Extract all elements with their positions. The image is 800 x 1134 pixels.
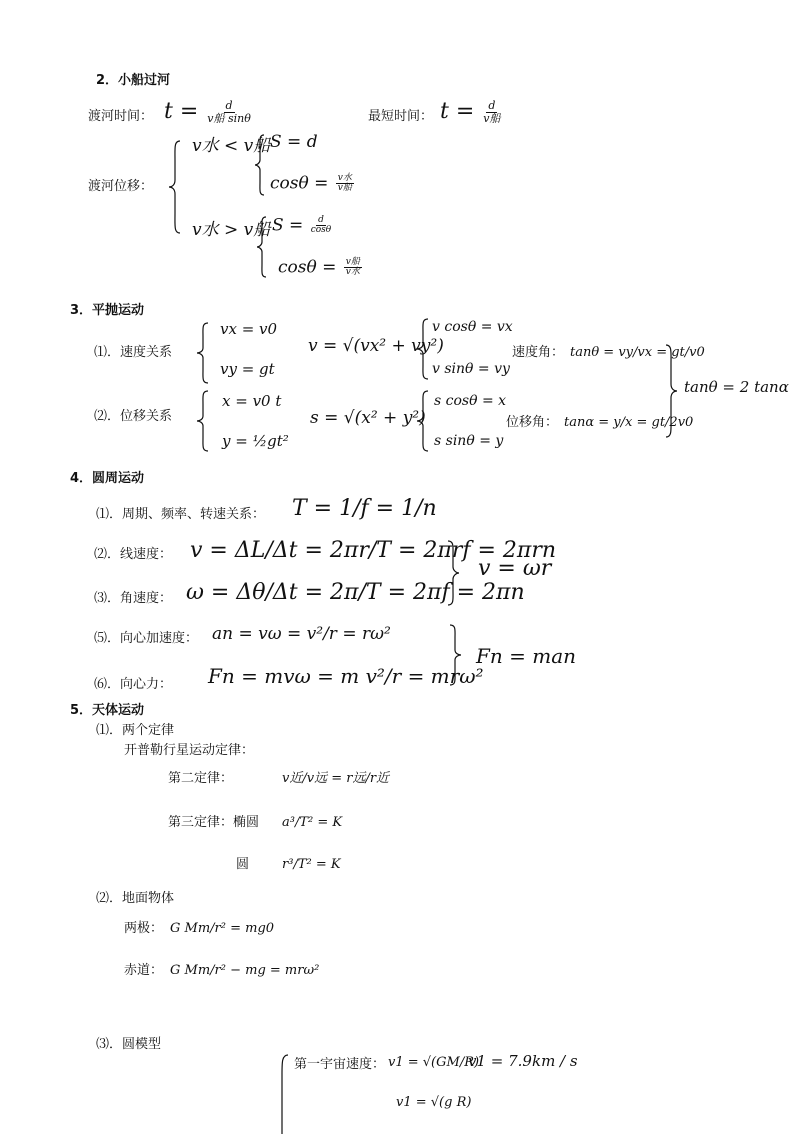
displacement-angle-eq: tanα = y/x = gt/2v0 (564, 415, 694, 430)
v-sin-eq: v sinθ = vy (432, 361, 510, 377)
equator-label: 赤道： (124, 963, 164, 978)
circle-model-label: ⑶．圆模型 (96, 1037, 162, 1052)
second-law-eq: v近/v远 = r远/r近 (282, 771, 390, 786)
displacement-brace (168, 140, 182, 234)
angle-relation-brace (664, 344, 678, 438)
case1-eq-cos: cosθ = $\frac{\text{v水}}{\text{v船}}$ (270, 173, 352, 194)
poles-label: 两极： (124, 921, 164, 936)
y-eq: y = ½gt² (222, 432, 289, 450)
third-law-eq: a³/T² = K (282, 815, 343, 830)
linear-velocity-eq: v = ΔL/Δt = 2πr/T = 2πrf = 2πrn (190, 538, 557, 563)
centripetal-acc-label: ⑸．向心加速度： (94, 631, 199, 646)
equator-eq: G Mm/r² − mg = mrω² (170, 963, 320, 978)
velocity-brace (196, 322, 210, 384)
velocity-omega-brace (446, 540, 460, 606)
v-components-brace (416, 318, 430, 380)
x-eq: x = v0 t (222, 392, 282, 410)
velocity-relation-label: ⑴．速度关系 (94, 345, 173, 360)
s-cos-eq: s cosθ = x (434, 393, 507, 409)
first-cosmic-velocity-label: 第一宇宙速度： (294, 1057, 386, 1072)
centripetal-acc-eq: an = vω = v²/r = rω² (212, 624, 391, 644)
first-cosmic-velocity-value: v1 = 7.9km / s (468, 1052, 578, 1070)
linear-velocity-label: ⑵．线速度： (94, 547, 173, 562)
crossing-time-label: 渡河时间： (88, 109, 154, 124)
case2-eq-s: S = $\frac{d}{\cos\theta}$ (272, 215, 332, 236)
vx-eq: vx = v0 (220, 320, 278, 338)
section-2-heading: 2．小船过河 (96, 73, 171, 88)
kepler-label: 开普勒行星运动定律： (124, 743, 255, 758)
section-3-heading: 3．平抛运动 (70, 303, 145, 318)
section-5-heading: 5．天体运动 (70, 703, 145, 718)
displacement-relation-label: ⑵．位移关系 (94, 409, 173, 424)
velocity-angle-eq: tanθ = vy/vx = gt/v0 (570, 345, 705, 360)
poles-eq: G Mm/r² = mg0 (170, 921, 275, 936)
circle-model-brace (276, 1054, 290, 1134)
angle-relation-eq: tanθ = 2 tanα (684, 378, 789, 396)
period-relation-eq: T = 1/f = 1/n (292, 496, 437, 521)
displacement-angle-label: 位移角： (506, 415, 559, 430)
newton-brace (448, 624, 462, 686)
s-total-eq: s = √(x² + y²) (310, 408, 426, 428)
displacement-brace-2 (196, 390, 210, 452)
first-cosmic-velocity-eq-gr: v1 = √(g R) (396, 1095, 472, 1110)
case2-condition: v水 > v船 (192, 220, 271, 240)
centripetal-force-eq: Fn = mvω = m v²/r = mrω² (208, 664, 484, 688)
case1-brace (254, 134, 266, 196)
vy-eq: vy = gt (220, 360, 275, 378)
v-cos-eq: v cosθ = vx (432, 319, 513, 335)
case2-eq-cos: cosθ = $\frac{\text{v船}}{\text{v水}}$ (278, 257, 360, 278)
shortest-time-formula: t = $\frac{d}{\text{v船}}$ (440, 99, 501, 125)
displacement-label: 渡河位移： (88, 179, 154, 194)
circle-eq: r³/T² = K (282, 857, 341, 872)
third-law-label: 第三定律：椭圆 (168, 815, 260, 830)
centripetal-force-label: ⑹．向心力： (94, 677, 173, 692)
shortest-time-label: 最短时间： (368, 109, 434, 124)
v-omega-r-eq: v = ωr (478, 556, 552, 581)
case2-brace (256, 216, 268, 278)
two-laws-label: ⑴．两个定律 (96, 723, 175, 738)
section-4-heading: 4．圆周运动 (70, 471, 145, 486)
v-total-eq: v = √(vx² + vy²) (308, 336, 444, 356)
velocity-angle-label: 速度角： (512, 345, 565, 360)
ground-object-label: ⑵．地面物体 (96, 891, 175, 906)
newton-eq: Fn = man (476, 644, 576, 668)
angular-velocity-label: ⑶．角速度： (94, 591, 173, 606)
case1-condition: v水 < v船 (192, 136, 271, 156)
s-sin-eq: s sinθ = y (434, 433, 504, 449)
circle-label: 圆 (236, 857, 250, 872)
s-components-brace (416, 390, 430, 452)
case1-eq-s: S = d (270, 132, 318, 152)
first-cosmic-velocity-eq: v1 = √(GM/R) (388, 1055, 480, 1070)
second-law-label: 第二定律： (168, 771, 234, 786)
period-relation-label: ⑴．周期、频率、转速关系： (96, 507, 266, 522)
crossing-time-formula: t = $\frac{d}{\text{v船 sinθ}}$ (164, 99, 251, 125)
angular-velocity-eq: ω = Δθ/Δt = 2π/T = 2πf = 2πn (186, 580, 525, 605)
